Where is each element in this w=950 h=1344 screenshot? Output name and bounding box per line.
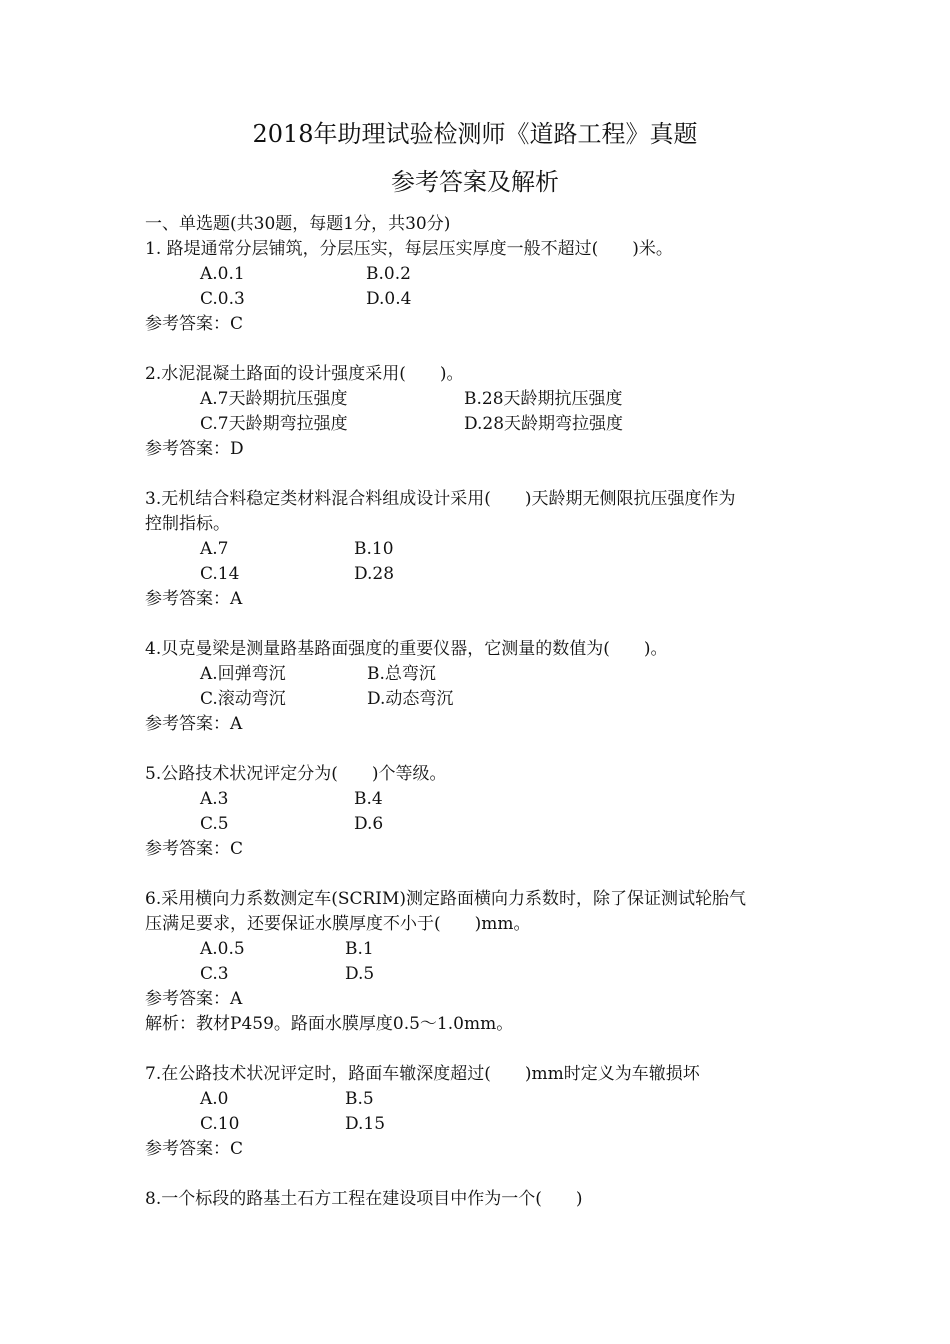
option-b: B.28天龄期抗压强度 — [464, 389, 623, 409]
option-d: D.6 — [354, 814, 384, 834]
option-d: D.28 — [354, 564, 395, 584]
answer-line: 参考答案：C — [145, 839, 244, 859]
option-row — [145, 812, 825, 837]
option-row — [145, 387, 825, 412]
document-subtitle: 参考答案及解析 — [391, 168, 559, 196]
option-row — [145, 287, 825, 312]
question-stem: 1. 路堤通常分层铺筑，分层压实，每层压实厚度一般不超过( )米。 — [145, 239, 673, 259]
question-stem: 4.贝克曼梁是测量路基路面强度的重要仪器，它测量的数值为( )。 — [145, 639, 668, 659]
option-c: C.10 — [200, 1114, 240, 1134]
question-stem: 7.在公路技术状况评定时，路面车辙深度超过( )mm时定义为车辙损坏 — [145, 1064, 700, 1084]
question-1 — [145, 237, 825, 337]
option-b: B.0.2 — [366, 264, 411, 284]
option-c: C.5 — [200, 814, 229, 834]
option-row — [145, 687, 825, 712]
option-b: B.1 — [345, 939, 374, 959]
option-b: B.总弯沉 — [367, 664, 436, 684]
option-b: B.10 — [354, 539, 394, 559]
analysis-line: 解析：教材P459。路面水膜厚度0.5～1.0mm。 — [145, 1014, 514, 1034]
question-stem: 8.一个标段的路基土石方工程在建设项目中作为一个( ) — [145, 1189, 583, 1209]
question-4 — [145, 637, 825, 737]
option-a: A.3 — [200, 789, 229, 809]
option-b: B.5 — [345, 1089, 374, 1109]
question-list — [145, 212, 825, 1212]
question-6 — [145, 887, 825, 1037]
question-7 — [145, 1062, 825, 1162]
question-stem: 2.水泥混凝土路面的设计强度采用( )。 — [145, 364, 464, 384]
option-row — [145, 1087, 825, 1112]
section-heading: 一、单选题(共30题，每题1分，共30分) — [145, 214, 451, 234]
option-c: C.7天龄期弯拉强度 — [200, 414, 348, 434]
answer-line: 参考答案：C — [145, 1139, 244, 1159]
answer-line: 参考答案：A — [145, 989, 243, 1009]
question-stem: 3.无机结合料稳定类材料混合料组成设计采用( )天龄期无侧限抗压强度作为 — [145, 489, 736, 509]
option-a: A.0.1 — [200, 264, 245, 284]
question-8 — [145, 1187, 825, 1212]
option-row — [145, 412, 825, 437]
option-c: C.14 — [200, 564, 240, 584]
option-row — [145, 787, 825, 812]
question-stem: 6.采用横向力系数测定车(SCRIM)测定路面横向力系数时，除了保证测试轮胎气 — [145, 889, 747, 909]
document-title: 2018年助理试验检测师《道路工程》真题 — [252, 120, 698, 148]
option-a: A.7天龄期抗压强度 — [200, 389, 348, 409]
option-d: D.动态弯沉 — [367, 689, 454, 709]
option-row — [145, 262, 825, 287]
option-row — [145, 662, 825, 687]
option-a: A.0 — [200, 1089, 229, 1109]
option-a: A.7 — [200, 539, 229, 559]
question-stem-continued: 控制指标。 — [145, 514, 230, 534]
option-row — [145, 537, 825, 562]
option-c: C.3 — [200, 964, 229, 984]
answer-line: 参考答案：A — [145, 589, 243, 609]
option-row — [145, 562, 825, 587]
answer-line: 参考答案：D — [145, 439, 244, 459]
option-row — [145, 1112, 825, 1137]
option-c: C.0.3 — [200, 289, 245, 309]
option-c: C.滚动弯沉 — [200, 689, 286, 709]
option-d: D.0.4 — [366, 289, 412, 309]
option-d: D.5 — [345, 964, 375, 984]
option-a: A.回弹弯沉 — [200, 664, 286, 684]
question-stem-continued: 压满足要求，还要保证水膜厚度不小于( )mm。 — [145, 914, 531, 934]
question-5 — [145, 762, 825, 862]
option-row — [145, 962, 825, 987]
answer-line: 参考答案：A — [145, 714, 243, 734]
answer-line: 参考答案：C — [145, 314, 244, 334]
option-a: A.0.5 — [200, 939, 245, 959]
option-d: D.28天龄期弯拉强度 — [464, 414, 624, 434]
option-b: B.4 — [354, 789, 383, 809]
option-d: D.15 — [345, 1114, 386, 1134]
question-2 — [145, 362, 825, 462]
question-3 — [145, 487, 825, 612]
option-row — [145, 937, 825, 962]
question-stem: 5.公路技术状况评定分为( )个等级。 — [145, 764, 447, 784]
